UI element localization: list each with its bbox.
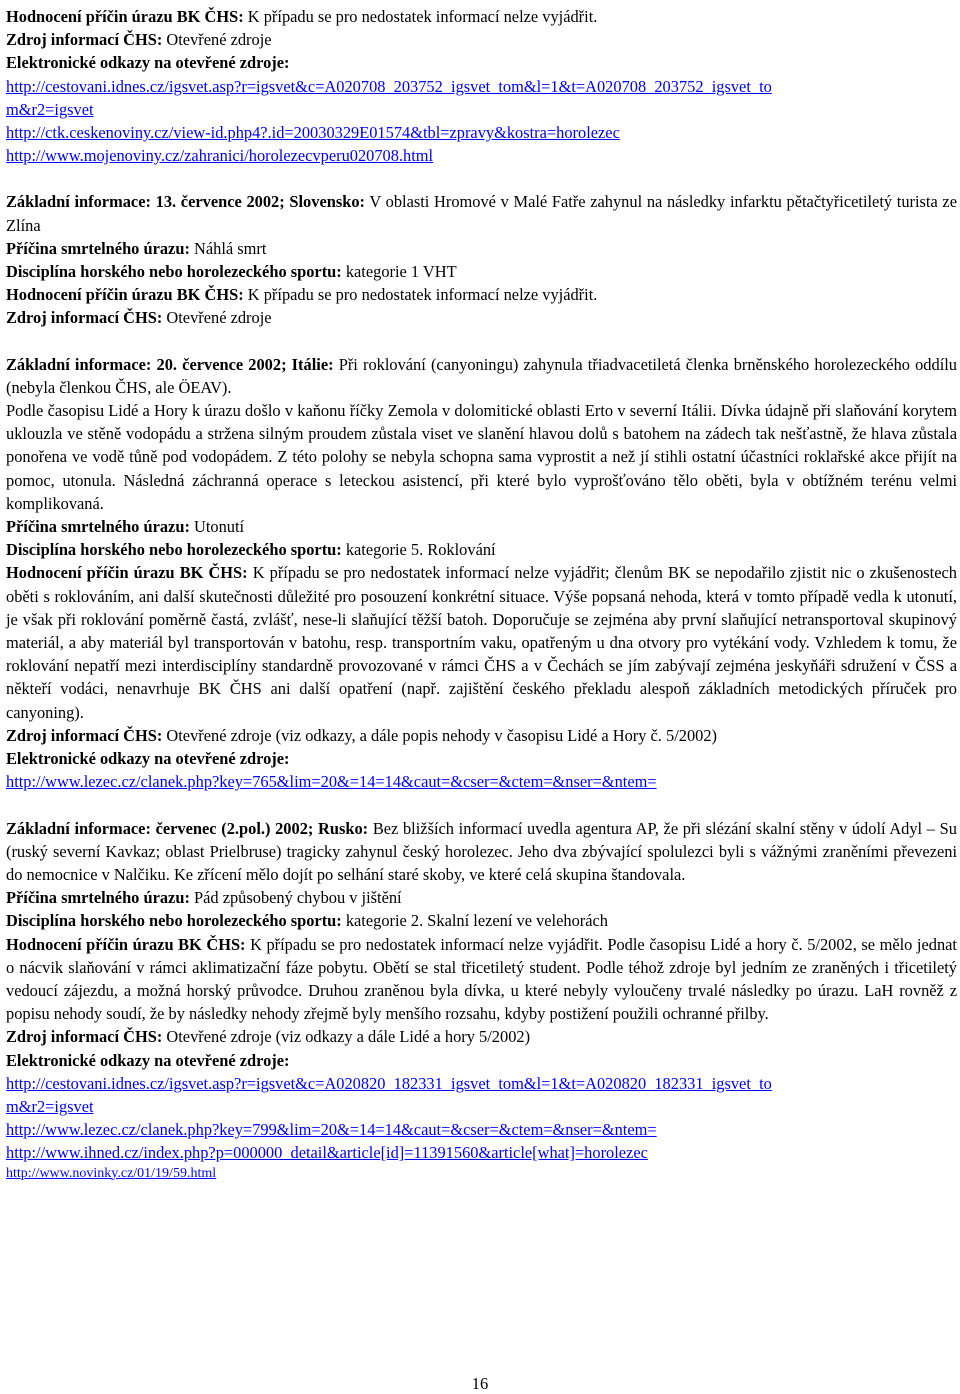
source-line: Zdroj informací ČHS: Otevřené zdroje (viz odkazy, a dále popis nehody v časopisu Lidé a Hory č. 5/2002) bbox=[6, 725, 717, 745]
link[interactable]: m&r2=igsvet bbox=[6, 99, 94, 119]
evaluation-line: Hodnocení příčin úrazu BK ČHS: K případu se pro nedostatek informací nelze vyjádřit; členům BK se nepodařilo zjistit nic o zkušenostech oběti s roklováním, ani další skutečnosti důležité pro posouzení konkrétní situace. Výše popsaná nehoda, která v tomto případě vedla k utonutí, je však při roklování poměrně častá, zvlášť, nese-li slaňující těžší batoh. Doporučuje se zejména aby první slaňující netransportoval skupinový materiál, a aby materiál byl transportován v batohu, resp. transportním vaku, opatřeným u dna otvory pro vytékání vody. Vzhledem k tomu, že roklování nepatří mezi interdisciplíny standardně provozované v rámci ČHS a v Čechách se jím zabývají zejména jeskyňáři sdružení v ČSS a někteří vodáci, nenavrhuje BK ČHS ani další opatření (např. zajištění českého překladu alespoň základních metodických příruček pro canyoning). bbox=[6, 563, 957, 722]
spacer bbox=[6, 330, 957, 353]
cause-line: Příčina smrtelného úrazu: Utonutí bbox=[6, 517, 245, 537]
source-label: Zdroj informací ČHS: bbox=[6, 30, 163, 50]
discipline-line: Disciplína horského nebo horolezeckého sportu: kategorie 5. Roklování bbox=[6, 540, 496, 560]
links-heading: Elektronické odkazy na otevřené zdroje: bbox=[6, 749, 290, 769]
case-basic-info: Základní informace: červenec (2.pol.) 2002; Rusko: Bez bližších informací uvedla agentura AP, že při slézání skalní stěny v údolí Adyl – Su (ruský severní Kavkaz; oblast Prielbruse) tragicky zahynul český horolezec. Jeho dva zbývající spolulezci byli s vážnými zraněními převezeni do nemocnice v Nalčiku. Ke zřícení mělo dojít po selhání staré skoby, ve které celá skupina štandovala. bbox=[6, 818, 957, 884]
evaluation-line bbox=[6, 5, 957, 28]
spacer bbox=[6, 167, 957, 190]
link[interactable]: http://ctk.ceskenoviny.cz/view-id.php4?.id=20030329E01574&tbl=zpravy&kostra=horolezec bbox=[6, 123, 620, 143]
case-basic-info: Základní informace: 13. července 2002; Slovensko: V oblasti Hromové v Malé Fatře zahynul na následky infarktu pětačtyřicetiletý turista ze Zlína bbox=[6, 192, 957, 235]
link[interactable]: http://cestovani.idnes.cz/igsvet.asp?r=igsvet&c=A020820_182331_igsvet_tom&l=1&t=A020820_182331_igsvet_to bbox=[6, 1073, 772, 1093]
cause-line: Příčina smrtelného úrazu: Náhlá smrt bbox=[6, 238, 267, 258]
link[interactable]: http://www.lezec.cz/clanek.php?key=799&lim=20&=14=14&caut=&cser=&ctem=&nser=&ntem= bbox=[6, 1120, 657, 1140]
discipline-line: Disciplína horského nebo horolezeckého sportu: kategorie 1 VHT bbox=[6, 262, 457, 282]
spacer bbox=[6, 794, 957, 817]
discipline-line: Disciplína horského nebo horolezeckého sportu: kategorie 2. Skalní lezení ve velehorách bbox=[6, 911, 608, 931]
document-page bbox=[6, 5, 957, 1183]
link[interactable]: http://www.lezec.cz/clanek.php?key=765&lim=20&=14=14&caut=&cser=&ctem=&nser=&ntem= bbox=[6, 772, 657, 792]
link[interactable]: http://www.mojenoviny.cz/zahranici/horolezecvperu020708.html bbox=[6, 146, 434, 166]
link[interactable]: http://www.ihned.cz/index.php?p=000000_detail&article[id]=11391560&article[what]=horolezec bbox=[6, 1143, 648, 1163]
page-number: 16 bbox=[471, 1374, 489, 1393]
evaluation-line: Hodnocení příčin úrazu BK ČHS: K případu se pro nedostatek informací nelze vyjádřit. bbox=[6, 285, 598, 305]
case-description: Podle časopisu Lidé a Hory k úrazu došlo v kaňonu říčky Zemola v dolomitické oblasti Erto v severní Itálii. Dívka údajně při slaňování korytem uklouzla ve stěně vodopádu a stržena silným proudem zůstala viset ve slanění hlavou dolů s batohem na zádech tak nešťastně, že hlava zůstala ponořena ve vodě tůně pod vodopádem. Z této polohy se nebyla schopna sama vyprostit a než jí stihli ostatní účastníci roklařské akce přijít na pomoc, utonula. Následná záchranná operace s leteckou asistencí, při které bylo vyprošťováno tělo oběti, byla v obtížném terénu velmi komplikovaná. bbox=[6, 401, 957, 513]
source-line: Zdroj informací ČHS: Otevřené zdroje (viz odkazy a dále Lidé a hory 5/2002) bbox=[6, 1027, 531, 1047]
evaluation-label: Hodnocení příčin úrazu BK ČHS: bbox=[6, 7, 244, 26]
link[interactable]: http://cestovani.idnes.cz/igsvet.asp?r=igsvet&c=A020708_203752_igsvet_tom&l=1&t=A020708_203752_igsvet_to bbox=[6, 76, 772, 96]
evaluation-line: Hodnocení příčin úrazu BK ČHS: K případu se pro nedostatek informací nelze vyjádřit. Podle časopisu Lidé a hory č. 5/2002, se mělo jednat o nácvik slaňování v rámci aklimatizační fáze pobytu. Obětí se stal třicetiletý student. Podle téhož zdroje byl jedním ze zraněných i třicetiletý vedoucí zájezdu, a možná horský průvodce. Druhou zraněnou byla dívka, u které nebyly vyloučeny trvalé následky po úrazu. LaH rovněž z popisu nehody soudí, že by následky nehody zřejmě byly menšího rozsahu, kdyby postižení použili ochranné přilby. bbox=[6, 934, 957, 1024]
link[interactable]: http://www.novinky.cz/01/19/59.html bbox=[6, 1165, 217, 1181]
source-text: Otevřené zdroje bbox=[162, 30, 272, 50]
cause-line: Příčina smrtelného úrazu: Pád způsobený chybou v jištění bbox=[6, 888, 402, 908]
source-line: Zdroj informací ČHS: Otevřené zdroje bbox=[6, 308, 272, 328]
links-heading: Elektronické odkazy na otevřené zdroje: bbox=[6, 1050, 290, 1070]
case-basic-info: Základní informace: 20. července 2002; Itálie: Při roklování (canyoningu) zahynula třiadvacetiletá členka brněnského horolezeckého oddílu (nebyla členkou ČHS, ale ÖEAV). bbox=[6, 354, 958, 397]
links-heading: Elektronické odkazy na otevřené zdroje: bbox=[6, 53, 290, 73]
source-line bbox=[6, 28, 957, 51]
evaluation-text: K případu se pro nedostatek informací nelze vyjádřit. bbox=[243, 7, 598, 26]
link[interactable]: m&r2=igsvet bbox=[6, 1096, 94, 1116]
